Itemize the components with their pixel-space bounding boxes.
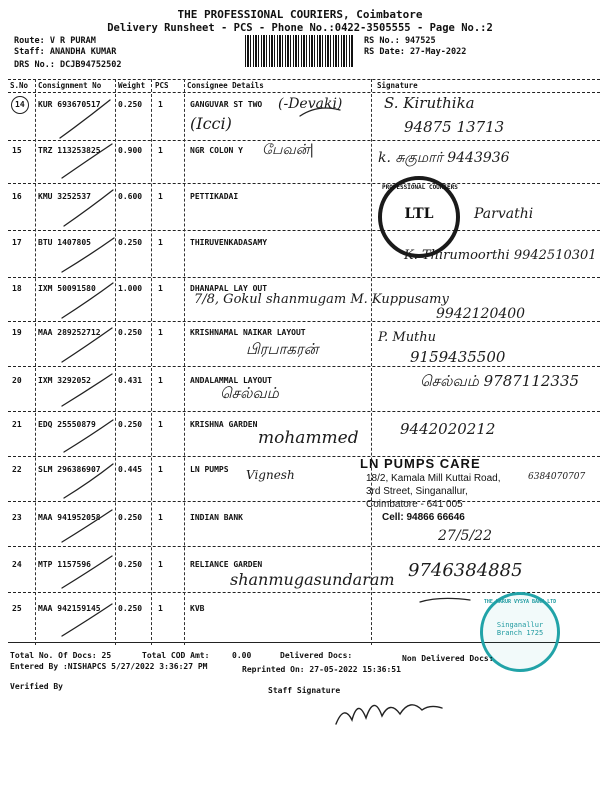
tick-mark [64,420,113,452]
rs-number: RS No.: 947525 [364,36,436,46]
pcs-value: 1 [158,513,163,522]
handwritten-note: (Icci) [190,114,232,133]
handwritten-note: பிரபாகரன் [246,340,319,358]
pcs-value: 1 [158,328,163,337]
tick-mark [62,328,112,362]
company-title: THE PROFESSIONAL COURIERS, Coimbatore [177,8,423,21]
pumps-stamp-address: 18/2, Kamala Mill Kuttai Road, [366,473,501,484]
row-sno: 25 [12,604,22,613]
weight-value: 0.250 [118,328,143,337]
consignment-number: EDQ 25550879 [38,420,96,429]
weight-value: 0.250 [118,560,143,569]
row-sno: 23 [12,513,22,522]
row-sno: 22 [12,465,22,474]
weight-value: 1.000 [118,284,143,293]
consignee-details: NGR COLON Y [190,146,243,155]
consignee-details: THIRUVENKADASAMY [190,238,268,247]
consignment-number: IXM 3292052 [38,376,91,385]
consignment-number: KUR 693670517 [38,100,101,109]
tick-mark [60,100,110,138]
staff-signature-scribble [330,690,450,730]
tick-mark [62,144,112,178]
consignee-details: RELIANCE GARDEN [190,560,263,569]
pcs-value: 1 [158,376,163,385]
pumps-stamp-name: LN PUMPS CARE [360,456,481,471]
receiver-signature: செல்வம் 9787112335 [420,372,580,390]
pen-stroke [420,598,470,602]
bank-stamp-center: Singanallur Branch 1725 [496,621,544,637]
consignee-details: GANGUVAR ST TWO [190,100,263,109]
weight-value: 0.250 [118,513,143,522]
courier-round-stamp [378,176,460,258]
staff-signature-label: Staff Signature [268,686,341,695]
weight-value: 0.600 [118,192,143,201]
tick-mark [62,510,112,542]
pcs-value: 1 [158,420,163,429]
consignee-details: KRISHNA GARDEN [190,420,258,429]
pcs-value: 1 [158,604,163,613]
tick-mark [64,190,113,226]
row-sno: 21 [12,420,22,429]
pcs-value: 1 [158,465,163,474]
consignee-details: KRISHNAMAL NAIKAR LAYOUT [190,328,306,337]
receiver-phone: 94875 13713 [404,118,505,136]
pcs-value: 1 [158,146,163,155]
non-delivered-docs: Non Delivered Docs: [402,654,494,663]
receiver-signature: S. Kiruthika [384,94,475,112]
col-header-pcs: PCS [155,81,169,90]
row-sno: 19 [12,328,22,337]
col-header-consignment: Consignment No [38,81,102,90]
receiver-signature: K. Thirumoorthi 9942510301 [404,248,597,263]
consignment-number: TRZ 113253825 [38,146,101,155]
handwritten-note: mohammed [258,428,359,448]
pcs-value: 1 [158,560,163,569]
entered-by: Entered By :NISHAPCS 5/27/2022 3:36:27 PM [10,662,208,671]
weight-value: 0.431 [118,376,143,385]
handwritten-note: shanmugasundaram [230,570,395,589]
pumps-stamp-address: 3rd Street, Singanallur, [366,486,468,497]
tick-mark [62,374,112,406]
col-header-sno: S.No [10,81,29,90]
stamp-ring-text: PROFESSIONAL COURIERS [382,184,458,191]
row-sno: 17 [12,238,22,247]
weight-value: 0.250 [118,100,143,109]
tick-mark [62,283,113,318]
handwritten-note: பேவன்| [262,142,315,158]
col-header-weight: Weight [118,81,146,90]
consignment-number: MAA 289252712 [38,328,101,337]
row-sno: 14 [15,100,25,109]
consignee-details: ANDALAMMAL LAYOUT [190,376,272,385]
runsheet-subtitle: Delivery Runsheet - PCS - Phone No.:0422-3505555 - Page No.:2 [107,22,493,34]
tick-mark [62,604,112,636]
row-sno: 16 [12,192,22,201]
consignee-details: INDIAN BANK [190,513,243,522]
stamp-center-text: LTL [404,206,434,222]
handwritten-note: (-Devaki) [278,96,343,112]
pcs-value: 1 [158,284,163,293]
tick-mark [64,464,113,498]
receiver-signature: Parvathi [474,206,534,222]
weight-value: 0.250 [118,420,143,429]
consignment-number: MTP 1157596 [38,560,91,569]
consignment-number: MAA 942159145 [38,604,101,613]
consignment-number: MAA 941952058 [38,513,101,522]
pcs-value: 1 [158,100,163,109]
route-label: Route: V R PURAM [14,36,96,46]
consignment-number: SLM 296386907 [38,465,101,474]
weight-value: 0.250 [118,604,143,613]
total-docs: Total No. Of Docs: 25 [10,651,112,660]
verified-by: Verified By [10,682,63,691]
receiver-signature: P. Muthu [378,330,437,345]
pumps-stamp-cell: Cell: 94866 66646 [382,512,465,523]
consignment-number: KMU 3252537 [38,192,91,201]
consignee-details: KVB [190,604,205,613]
staff-label: Staff: ANANDHA KUMAR [14,47,117,57]
consignment-number: IXM 50091580 [38,284,96,293]
weight-value: 0.900 [118,146,143,155]
total-cod-value: 0.00 [232,651,252,660]
pcs-value: 1 [158,238,163,247]
receiver-phone: 9442020212 [400,420,496,438]
rs-date: RS Date: 27-May-2022 [364,47,467,57]
receiver-phone: 6384070707 [528,472,586,482]
handwritten-note: Vignesh [246,468,295,482]
consignee-details: DHANAPAL LAY OUT [190,284,268,293]
delivery-date: 27/5/22 [438,528,492,544]
tick-mark [62,556,112,588]
weight-value: 0.250 [118,238,143,247]
consignment-number: BTU 1407805 [38,238,91,247]
receiver-phone: 9746384885 [408,560,523,581]
pumps-stamp-address: Coimbatore - 641 005 [366,499,463,510]
row-sno: 20 [12,376,22,385]
receiver-phone: 9942120400 [436,306,526,322]
drs-label: DRS No.: DCJB94752502 [14,60,122,70]
col-header-consignee: Consignee Details [187,81,264,90]
weight-value: 0.445 [118,465,143,474]
col-header-signature: Signature [377,81,418,90]
delivered-docs: Delivered Docs: [280,651,353,660]
total-cod-label: Total COD Amt: [142,651,210,660]
row-sno: 15 [12,146,22,155]
receiver-phone: 9159435500 [410,348,506,366]
bank-stamp-ring: THE KARUR VYSYA BANK LTD [483,599,557,605]
consignee-details: PETTIKADAI [190,192,239,201]
pcs-value: 1 [158,192,163,201]
handwritten-note: 7/8, Gokul shanmugam M. Kuppusamy [194,292,449,307]
consignee-details: LN PUMPS [190,465,229,474]
row-sno: 24 [12,560,22,569]
reprinted-on: Reprinted On: 27-05-2022 15:36:51 [242,665,401,674]
tick-mark [62,238,114,272]
receiver-signature: k. சுகுமார் 9443936 [378,150,510,166]
handwritten-note: செல்வம் [220,384,279,402]
row-sno: 18 [12,284,22,293]
